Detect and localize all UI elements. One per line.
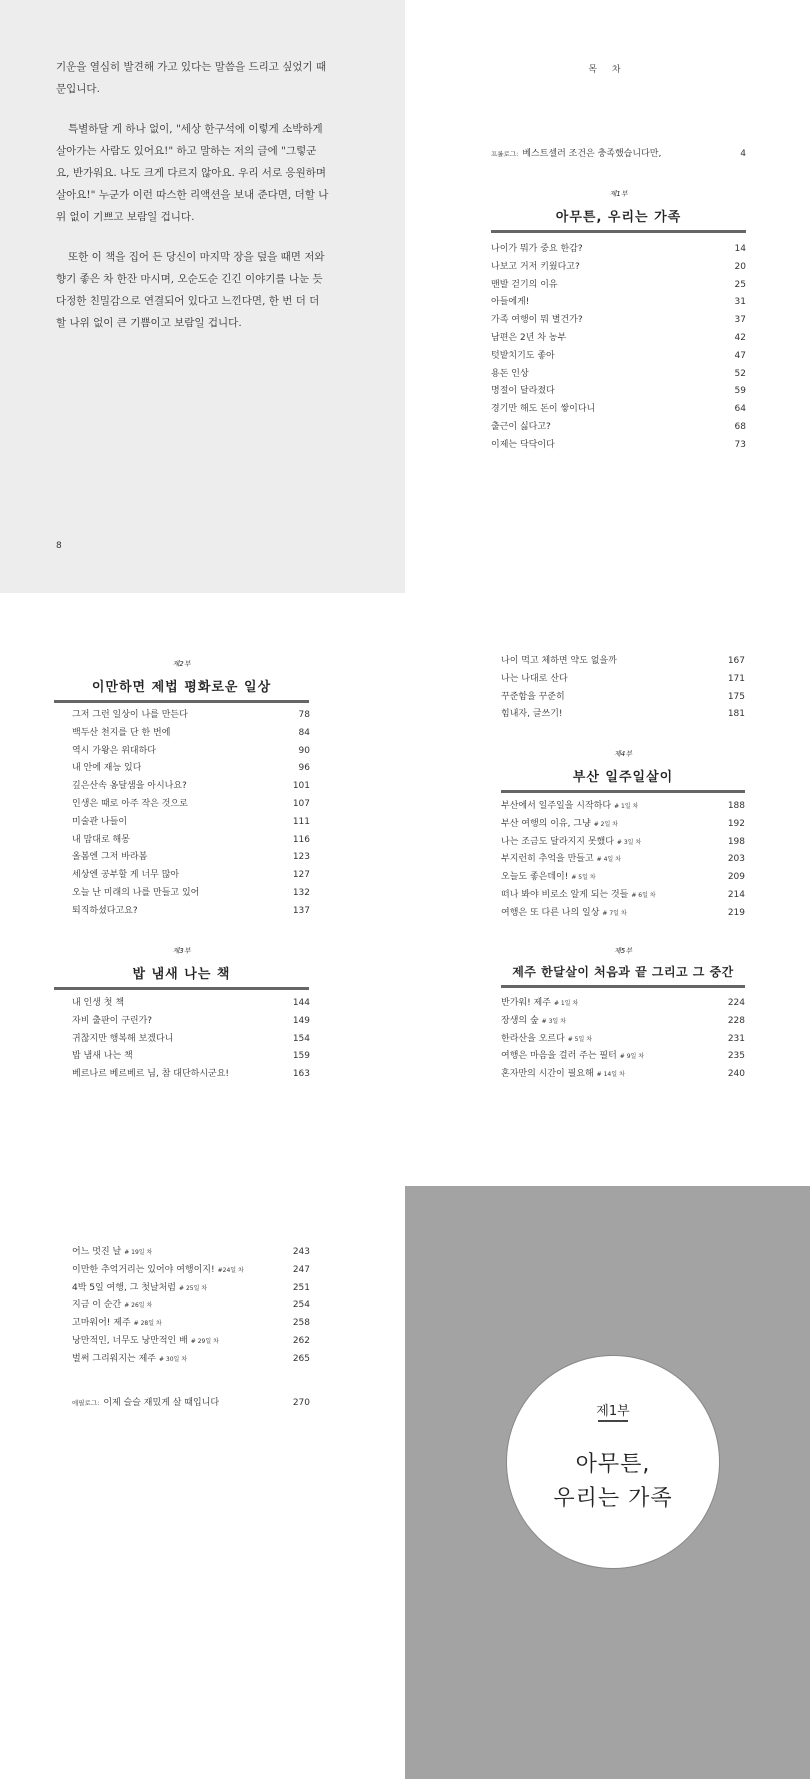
page-number: 154 [292,1033,310,1044]
episode-tag: # 3일 차 [616,838,642,846]
chapter-title [72,849,147,867]
chapter-title-text: 나보고 거저 키웠다고? [491,261,580,272]
chapter-title [501,1048,644,1066]
page-number: 84 [298,727,310,738]
page-number: 8 [56,541,62,551]
paragraph: 기운을 열심히 발견해 가고 있다는 말씀을 드리고 싶었기 때문입니다. [56,61,327,95]
page-number: 167 [727,656,745,666]
chapter-title-text: 꾸준함을 꾸준히 [501,691,565,702]
toc-list [501,995,745,1084]
chapter-title-text: 떠나 봐야 비로소 알게 되는 것들 [501,889,629,900]
chapter-title-text: 백두산 천지를 단 한 번에 [72,727,171,738]
toc-row [72,814,310,832]
cover-part-label: 제1부 [596,1404,630,1419]
cover-underline [598,1420,628,1422]
prologue [491,146,746,164]
toc-row [72,1297,310,1315]
episode-tag: # 1일 차 [614,803,639,810]
chapter-title [72,1066,229,1084]
page-number: 163 [292,1069,310,1080]
chapter-title-text: 고마워어! 제주 [72,1318,131,1329]
toc-row [491,330,746,348]
page-number: 14 [734,244,746,254]
toc-list [72,1244,310,1369]
page-number: 175 [727,691,745,702]
chapter-title [501,816,618,834]
toc-row [72,1315,310,1333]
toc-row [491,348,746,366]
toc-row [501,689,745,707]
chapter-title [491,241,583,259]
page-number: 116 [292,834,310,845]
page-number: 243 [292,1247,310,1257]
chapter-title [72,1048,133,1066]
episode-tag: #24일 차 [217,1266,244,1274]
contents-page-1 [405,0,810,593]
chapter-title-text: 나는 나대로 산다 [501,673,568,684]
paragraph: 또한 이 책을 집어 든 당신이 마지막 장을 덮을 때면 저와 향기 좋은 차 한잔 마시며, 오순도순 긴긴 이야기를 나눈 듯 다정한 친밀감으로 연결되어 있다고 느낀다면, 한 번 더 더할 나위 없이 큰 기쁨이고 보람일 겁니다. [56,251,325,329]
chapter-title-text: 베르나르 베르베르 님, 참 대단하시군요! [72,1069,230,1080]
chapter-title-text: 맨발 걷기의 이유 [491,279,558,290]
chapter-title [501,851,621,869]
chapter-title [501,1066,625,1084]
toc-row [72,1013,310,1031]
part-label: 제4부 [614,750,632,758]
chapter-title-text: 내 안에 재능 있다 [72,763,142,774]
episode-tag: # 25일 차 [179,1284,208,1292]
prologue-label: 프롤로그: [491,150,519,158]
chapter-title [491,330,566,348]
toc-row [501,851,745,869]
chapter-title [72,1262,244,1280]
page-number: 111 [292,816,310,827]
chapter-title [72,1333,219,1351]
chapter-title-text: 용돈 인상 [491,368,529,379]
page-number: 25 [734,279,746,290]
page-number: 78 [298,710,310,720]
episode-tag: # 30일 차 [158,1355,188,1363]
chapter-title-text: 경기만 해도 돈이 쌓이다니 [491,404,596,415]
part-label: 제2부 [172,660,191,668]
chapter-title-text: 힘내자, 글쓰기! [501,709,563,720]
page-number: 90 [298,745,310,756]
episode-tag: # 28일 차 [133,1320,162,1328]
page-number: 258 [292,1318,310,1329]
page-number: 228 [727,1015,745,1026]
prologue-title: 베스트셀러 조건은 충족했습니다만, [522,149,662,159]
chapter-title-text: 나이가 뭐가 중요 한감? [491,244,583,254]
toc-row [501,905,745,923]
page-number: 224 [727,998,745,1008]
part-title: 아무튼, 우리는 가족 [491,206,746,233]
chapter-title [72,1351,187,1369]
chapter-title-text: 벌써 그리워지는 제주 [72,1353,156,1364]
chapter-title-text: 낭만적인, 너무도 낭만적인 배 [72,1335,188,1346]
toc-row [491,437,746,455]
page-number: 181 [727,709,745,720]
page-number: 31 [734,297,746,308]
toc-row [72,849,310,867]
chapter-title-text: 부산 여행의 이유, 그냥 [501,818,591,829]
chapter-title-text: 깊은산속 옹달샘을 아시나요? [72,781,187,792]
page-number: 52 [734,368,746,379]
chapter-title-text: 나이 먹고 체하면 약도 없을까 [501,656,617,666]
page-number: 127 [292,870,310,881]
episode-tag: # 9일 차 [619,1053,645,1061]
toc-row [72,778,310,796]
contents-page-3 [405,593,810,1186]
page-number: 254 [292,1300,310,1311]
toc-row [72,1333,310,1351]
chapter-title [72,885,199,903]
chapter-title-text: 장생의 숲 [501,1015,539,1026]
cover-title [507,1448,719,1516]
chapter-title [72,995,124,1013]
chapter-title-text: 한라산을 오르다 [501,1033,565,1044]
chapter-title [72,867,179,885]
page-number: 203 [727,854,745,865]
chapter-title-text: 내 인생 첫 책 [72,998,125,1008]
page-number: 96 [298,763,310,774]
toc-row [72,1031,310,1049]
toc-row [72,1262,310,1280]
episode-tag: # 1일 차 [553,1000,579,1007]
contents-title: 목 차 [588,65,627,75]
chapter-title-text: 귀찮지만 행복해 보겠다니 [72,1033,174,1044]
chapter-title-text: 오늘도 좋은데이! [501,872,569,883]
page-number: 231 [727,1033,745,1044]
page-number: 188 [727,801,745,811]
chapter-title-text: 어느 멋진 날 [72,1247,122,1257]
page-number: 240 [727,1069,745,1080]
cover-title-line1: 아무튼, [575,1452,651,1477]
chapter-title-text: 여행은 또 다른 나의 일상 [501,907,600,918]
page-number: 73 [734,439,746,450]
page-number: 4 [740,149,746,159]
chapter-title-text: 혼자만의 시간이 필요해 [501,1069,594,1080]
toc-row [72,832,310,850]
chapter-title-text: 그저 그런 일상이 나를 만든다 [72,710,188,720]
chapter-title-text: 오늘 난 미래의 나를 만들고 있어 [72,887,200,898]
toc-row [72,1351,310,1369]
toc-row [72,867,310,885]
page-number: 235 [727,1051,745,1062]
toc-row [491,146,746,164]
chapter-title [501,905,627,923]
toc-row [72,1066,310,1084]
chapter-title [491,401,595,419]
chapter-title [491,383,555,401]
chapter-title-text: 지금 이 순간 [72,1300,122,1311]
body-text [56,56,329,352]
toc-row [501,706,745,724]
episode-tag: # 19일 차 [124,1249,153,1256]
page-number: 107 [292,798,310,809]
chapter-title [501,798,638,816]
page-number: 144 [292,998,310,1008]
toc-row [501,1031,745,1049]
part-cover-page [405,1186,810,1779]
chapter-title-text: 자비 출판이 구린가? [72,1015,153,1026]
chapter-title-text: 여행은 마음을 걸러 주는 필터 [501,1051,617,1062]
chapter-title-text: 아들에게! [491,297,530,308]
toc-row [491,401,746,419]
chapter-title-text: 출근이 싫다고? [491,421,551,432]
page-number: 68 [734,421,746,432]
episode-tag: # 3일 차 [541,1017,566,1025]
chapter-title [72,903,138,921]
toc-row [72,707,310,725]
episode-tag: # 7일 차 [602,909,627,917]
page-number: 251 [292,1282,310,1293]
toc-row [501,887,745,905]
chapter-title-text: 남편은 2년 차 농부 [491,332,567,343]
chapter-title-text: 이제는 닥닥이다 [491,439,555,450]
toc-row [501,798,745,816]
cover-circle [506,1355,720,1569]
paragraph: 특별하달 게 하나 없이, "세상 한구석에 이렇게 소박하게 살아가는 사람도 있어요!" 하고 말하는 저의 글에 "그렇군요, 반가워요. 나도 크게 다르지 않아요. 우리 서로 응원하며 살아요!" 누군가 이런 따스한 리액션을 보내 준다면, 더할 나위 없이 기쁘고 보람일 겁니다. [56,123,329,223]
page-number: 192 [727,818,745,829]
toc-row [501,1066,745,1084]
chapter-title-text: 밥 냄새 나는 책 [72,1051,133,1062]
toc-row [491,383,746,401]
toc-row [72,1280,310,1298]
chapter-title [72,707,188,725]
chapter-title-text: 반가워! 제주 [501,998,551,1008]
chapter-title-text: 세상엔 공부할 게 너무 많아 [72,870,180,881]
part-label: 제5부 [614,947,632,955]
toc-row [501,1013,745,1031]
page-number: 171 [727,673,745,684]
chapter-title [491,259,580,277]
page-number: 37 [734,315,746,326]
toc-row [501,869,745,887]
contents-page-2 [0,593,405,1186]
chapter-title-text: 역시 가왕은 위대하다 [72,745,156,756]
chapter-title [501,1013,566,1031]
toc-row [72,1395,310,1413]
chapter-title-text: 이만한 추억거리는 있어야 여행이지! [72,1264,215,1275]
epilogue [72,1395,310,1413]
chapter-title [501,689,565,707]
chapter-title [501,653,617,671]
episode-tag: # 2일 차 [593,820,618,828]
toc-list [72,995,310,1084]
chapter-title [491,277,558,295]
part-title: 부산 일주일살이 [501,766,745,793]
chapter-title [491,419,551,437]
chapter-title [501,869,596,887]
page-number: 64 [734,404,746,415]
page-number: 20 [734,261,746,272]
page-number: 219 [727,907,745,918]
part-title: 밥 냄새 나는 책 [54,963,309,990]
page-number: 209 [727,872,745,883]
chapter-title-text: 가족 여행이 뭐 별건가? [491,315,583,326]
page-number: 42 [734,332,746,343]
toc-row [72,1244,310,1262]
chapter-title [72,1280,207,1298]
chapter-title-text: 부산에서 일주일을 시작하다 [501,801,612,811]
chapter-title [72,1297,152,1315]
page-number: 270 [292,1398,310,1408]
toc-row [501,834,745,852]
episode-tag: # 14일 차 [596,1071,625,1079]
toc-row [72,760,310,778]
chapter-title [491,294,529,312]
toc-list [72,707,310,921]
episode-tag: # 6일 차 [631,891,656,899]
page-number: 123 [292,852,310,863]
toc-row [72,796,310,814]
page-number: 137 [292,905,310,916]
toc-row [72,725,310,743]
part-label: 제3부 [172,947,191,955]
toc-row [501,995,745,1013]
chapter-title [491,312,583,330]
toc-row [491,312,746,330]
page-number: 149 [292,1015,310,1026]
toc-row [491,419,746,437]
chapter-title [72,1244,152,1262]
toc-row [501,653,745,671]
cover-title-line2: 우리는 가족 [553,1486,673,1511]
toc-row [72,903,310,921]
toc-row [72,885,310,903]
chapter-title-text: 부지런히 추억을 만들고 [501,854,594,865]
episode-tag: # 26일 차 [124,1302,153,1310]
toc-row [491,294,746,312]
toc-row [491,259,746,277]
chapter-title-text: 퇴직하셨다고요? [72,905,138,916]
chapter-title [72,1031,173,1049]
toc-row [72,743,310,761]
page-number: 262 [292,1335,310,1346]
page-8 [0,0,405,593]
toc-row [501,1048,745,1066]
chapter-title [501,1031,592,1049]
epilogue-label: 에필로그: [72,1399,100,1407]
chapter-title [72,760,141,778]
toc-row [72,995,310,1013]
chapter-title [501,671,568,689]
chapter-title [72,1013,152,1031]
chapter-title [72,814,127,832]
chapter-title [72,1315,162,1333]
toc-row [491,241,746,259]
chapter-title-text: 텃밭치기도 좋아 [491,350,555,361]
page-number: 59 [734,386,746,397]
chapter-title [491,437,555,455]
chapter-title [501,887,656,905]
part-title: 이만하면 제법 평화로운 일상 [54,676,309,703]
episode-tag: # 29일 차 [190,1337,219,1345]
page-number: 47 [734,350,746,361]
part-label: 제1부 [609,190,628,198]
chapter-title [72,778,187,796]
page-number: 159 [292,1051,310,1062]
page-number: 247 [292,1264,310,1275]
chapter-title [501,706,563,724]
chapter-title [72,796,188,814]
chapter-title [72,743,156,761]
episode-tag: # 5일 차 [571,874,596,882]
chapter-title-text: 내 맘대로 해몽 [72,834,130,845]
episode-tag: # 5일 차 [567,1035,592,1043]
chapter-title [72,725,170,743]
toc-row [491,277,746,295]
page-number: 132 [292,887,310,898]
toc-row [501,671,745,689]
chapter-title-text: 미술관 나들이 [72,816,128,827]
chapter-title [501,995,578,1013]
page-number: 198 [727,836,745,847]
chapter-title-text: 올봄엔 그저 바라봄 [72,852,148,863]
part-title: 제주 한달살이 처음과 끝 그리고 그 중간 [501,963,745,988]
page-number: 214 [727,889,745,900]
chapter-title-text: 나는 조금도 달라지지 못했다 [501,836,614,847]
chapter-title [491,366,529,384]
toc-row [491,366,746,384]
chapter-title [72,832,130,850]
epilogue-title: 이제 슬슬 재밌게 살 때입니다 [103,1398,220,1408]
episode-tag: # 4일 차 [596,856,621,864]
toc-list [501,653,745,724]
chapter-title [491,348,555,366]
toc-row [501,816,745,834]
toc-row [72,1048,310,1066]
toc-list [491,241,746,455]
page-number: 265 [292,1353,310,1364]
chapter-title-text: 4박 5일 여행, 그 첫날처럼 [72,1282,177,1293]
contents-page-4 [0,1186,405,1779]
chapter-title-text: 명절이 달라졌다 [491,386,555,397]
chapter-title [501,834,641,852]
chapter-title-text: 인생은 때로 아주 작은 것으로 [72,798,188,809]
toc-list [501,798,745,923]
page-number: 101 [292,781,310,792]
